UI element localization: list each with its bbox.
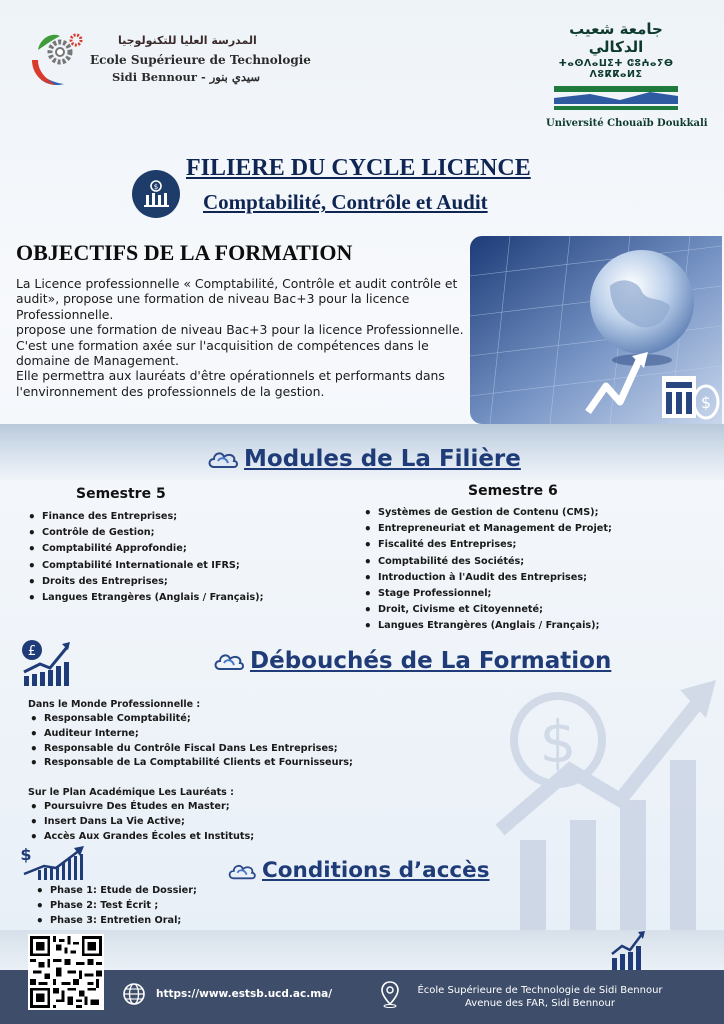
objectifs-heading: OBJECTIFS DE LA FORMATION bbox=[16, 240, 353, 265]
modules-title: Modules de La Filière bbox=[244, 446, 521, 472]
globe-finance-image bbox=[470, 236, 722, 424]
est-logo bbox=[30, 30, 311, 94]
objectifs-paragraph: propose une formation de niveau Bac+3 pour la licence Professionnelle. bbox=[16, 322, 464, 338]
module-item: • Stage Professionnel; bbox=[362, 586, 612, 602]
debouche-item: • Responsable Comptabilité; bbox=[28, 712, 353, 727]
cloud-link-icon bbox=[226, 860, 258, 882]
semestre-5-heading: Semestre 5 bbox=[76, 486, 166, 502]
univ-name-fr: Université Chouaïb Doukkali bbox=[546, 118, 708, 129]
est-name-ar: المدرسة العليا للتكنولوجيا bbox=[118, 34, 257, 47]
est-city: Sidi Bennour - سيدي بنور bbox=[112, 70, 261, 84]
debouches-heading bbox=[212, 648, 611, 674]
debouche-item: • Auditeur Interne; bbox=[28, 727, 353, 742]
svg-text:$: $ bbox=[153, 183, 159, 191]
module-item: • Droits des Entreprises; bbox=[26, 574, 263, 590]
qr-code[interactable] bbox=[28, 934, 104, 1010]
gear-leaf-logo-icon bbox=[30, 30, 86, 88]
page-subtitle: Comptabilité, Contrôle et Audit bbox=[203, 190, 488, 214]
condition-item: • Phase 2: Test Écrit ; bbox=[34, 899, 197, 914]
conditions-list bbox=[34, 884, 197, 928]
conditions-title: Conditions d’accès bbox=[262, 858, 490, 883]
pro-list bbox=[28, 712, 353, 771]
module-item: • Comptabilité des Sociétés; bbox=[362, 554, 612, 570]
globe-icon bbox=[122, 982, 146, 1006]
semestre-6-list bbox=[362, 505, 612, 635]
pro-label: Dans le Monde Professionnelle : bbox=[28, 699, 201, 710]
svg-text:$: $ bbox=[700, 393, 712, 412]
module-item: • Finance des Entreprises; bbox=[26, 509, 263, 525]
address bbox=[402, 984, 678, 1010]
module-item: • Contrôle de Gestion; bbox=[26, 525, 263, 541]
module-item: • Introduction à l'Audit des Entreprises; bbox=[362, 570, 612, 586]
objectifs-paragraph: Elle permettra aux lauréats d'être opérationnels et performants dans l'environnement des professionnels de la gestion. bbox=[16, 368, 445, 399]
debouche-item: • Accès Aux Grandes Écoles et Instituts; bbox=[28, 830, 254, 845]
univ-name-ar: جامعة شعيب الدكالي bbox=[569, 20, 663, 56]
semestre-6-heading: Semestre 6 bbox=[468, 483, 558, 499]
module-item: • Comptabilité Approfondie; bbox=[26, 541, 263, 557]
objectifs-text bbox=[16, 276, 466, 399]
debouches-title: Débouchés de La Formation bbox=[250, 648, 612, 674]
cloud-link-icon bbox=[206, 447, 240, 471]
module-item: • Langues Etrangères (Anglais / Français); bbox=[362, 618, 612, 634]
debouche-item: • Responsable du Contrôle Fiscal Dans Les Entreprises; bbox=[28, 742, 353, 757]
website-link[interactable]: https://www.estsb.ucd.ac.ma/ bbox=[156, 988, 333, 1000]
debouche-item: • Insert Dans La Vie Active; bbox=[28, 815, 254, 830]
module-item: • Entrepreneuriat et Management de Projet; bbox=[362, 521, 612, 537]
module-item: • Droit, Civisme et Citoyenneté; bbox=[362, 602, 612, 618]
pound-chart-icon bbox=[20, 638, 72, 686]
acad-list bbox=[28, 800, 254, 844]
page-title: FILIERE DU CYCLE LICENCE bbox=[186, 155, 531, 181]
condition-item: • Phase 3: Entretien Oral; bbox=[34, 914, 197, 929]
address-line-2: Avenue des FAR, Sidi Bennour bbox=[465, 998, 615, 1009]
svg-text:£: £ bbox=[27, 644, 37, 659]
modules-heading bbox=[206, 446, 521, 472]
address-line-1: École Supérieure de Technologie de Sidi Bennour bbox=[417, 985, 663, 996]
objectifs-paragraph: La Licence professionnelle « Comptabilité, Contrôle et audit contrôle et audit», propose une formation de niveau Bac+3 pour la licence Professionnelle. bbox=[16, 276, 458, 322]
module-item: • Fiscalité des Entreprises; bbox=[362, 537, 612, 553]
semestre-5-list bbox=[26, 509, 263, 606]
svg-text:$: $ bbox=[539, 708, 577, 776]
location-pin-icon bbox=[380, 980, 400, 1008]
module-item: • Comptabilité Internationale et IFRS; bbox=[26, 558, 263, 574]
conditions-heading bbox=[226, 858, 490, 883]
acad-label: Sur le Plan Académique Les Lauréats : bbox=[28, 787, 234, 798]
debouche-item: • Responsable de La Comptabilité Clients et Fournisseurs; bbox=[28, 756, 353, 771]
debouche-item: • Poursuivre Des Études en Master; bbox=[28, 800, 254, 815]
university-logo bbox=[546, 20, 708, 129]
bar-growth-icon bbox=[610, 930, 646, 970]
svg-text:$: $ bbox=[20, 845, 32, 864]
module-item: • Systèmes de Gestion de Contenu (CMS); bbox=[362, 505, 612, 521]
condition-item: • Phase 1: Etude de Dossier; bbox=[34, 884, 197, 899]
university-emblem-icon bbox=[550, 84, 682, 112]
cloud-link-icon bbox=[212, 649, 246, 673]
dollar-trend-icon bbox=[20, 844, 86, 880]
dollar-watermark-icon bbox=[480, 640, 724, 940]
finance-chart-icon bbox=[132, 170, 180, 218]
objectifs-paragraph: C'est une formation axée sur l'acquisition de compétences dans le domaine de Management. bbox=[16, 337, 429, 369]
module-item: • Langues Etrangères (Anglais / Français); bbox=[26, 590, 263, 606]
univ-name-tifinagh: ⵜⴰⵙⴷⴰⵡⵉⵜ ⵛⵓⵄⴰⵢⴱ ⴷⵓⴽⴽⴰⵍⵉ bbox=[558, 58, 674, 80]
est-name-fr: Ecole Supérieure de Technologie bbox=[90, 53, 311, 67]
